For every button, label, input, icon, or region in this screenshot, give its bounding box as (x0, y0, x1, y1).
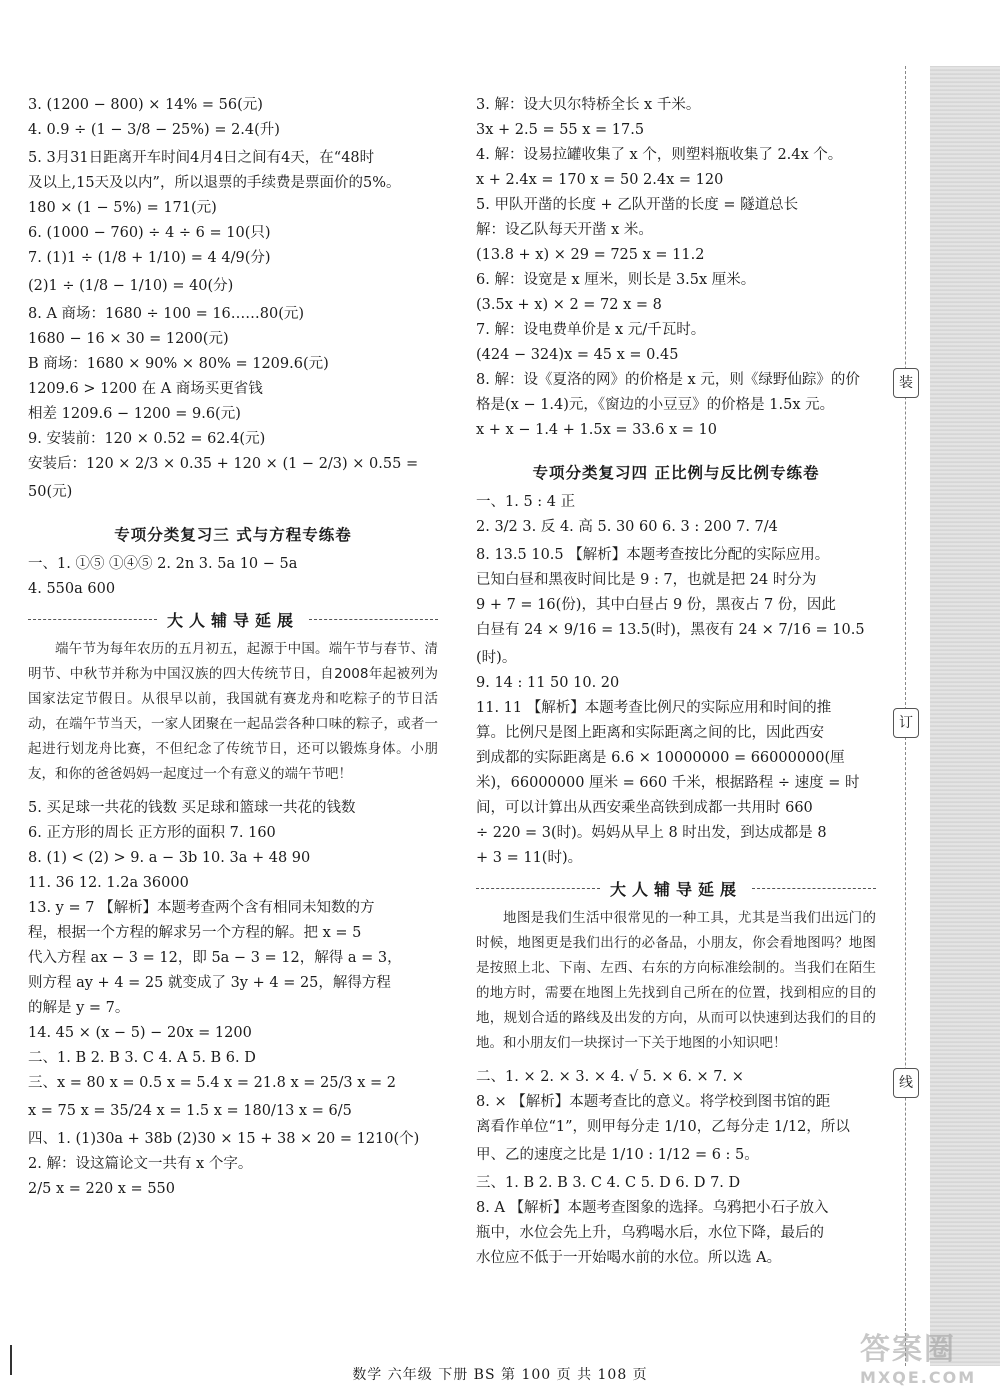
answer-line: 11. 36 12. 1.2a 36000 (28, 875, 189, 891)
answer-line: 5. 买足球一共花的钱数 买足球和篮球一共花的钱数 (28, 800, 356, 816)
binding-seal-zhuang: 装 (893, 368, 919, 398)
answer-line: 二、1. × 2. × 3. × 4. √ 5. × 6. × 7. × (476, 1069, 744, 1085)
answer-line: 二、1. B 2. B 3. C 4. A 5. B 6. D (28, 1050, 256, 1066)
answer-line: + 3 = 11(时)。 (476, 850, 583, 866)
right-answers-top (476, 96, 876, 439)
dashed-rule (752, 888, 876, 889)
answer-line: 四、1. (1)30a + 38b (2)30 × 15 + 38 × 20 = 1210(个) (28, 1131, 420, 1147)
answer-line: 5. 甲队开凿的长度 + 乙队开凿的长度 = 隧道总长 (476, 197, 799, 213)
answer-line: 2/5 x = 220 x = 550 (28, 1181, 175, 1197)
answer-line: 三、1. B 2. B 3. C 4. C 5. D 6. D 7. D (476, 1175, 741, 1191)
answer-line: 米)，66000000 厘米 = 660 千米，根据路程 ÷ 速度 = 时 (476, 775, 860, 791)
parent-tutoring-title (28, 608, 438, 631)
answer-line: 一、1. ①⑤ ①④⑤ 2. 2n 3. 5a 10 − 5a (28, 556, 298, 572)
binding-seal-ding: 订 (893, 708, 919, 738)
answer-line: 6. (1000 − 760) ÷ 4 ÷ 6 = 10(只) (28, 225, 271, 241)
answer-line: (13.8 + x) × 29 = 725 x = 11.2 (476, 247, 705, 263)
answer-line: 白昼有 24 × 9/16 = 13.5(时)，黑夜有 24 × 7/16 = 10.5 (476, 622, 865, 638)
answer-line: 安装后：120 × 2/3 × 0.35 + 120 × (1 − 2/3) × 0.55 = (28, 456, 419, 472)
left-answers-top (28, 96, 438, 501)
answer-line: ÷ 220 = 3(时)。妈妈从早上 8 时出发，到达成都是 8 (476, 825, 827, 841)
answer-line: x = 75 x = 35/24 x = 1.5 x = 180/13 x = 6/5 (28, 1103, 352, 1119)
answer-line: 11. 11 【解析】本题考查比例尺的实际应用和时间的推 (476, 700, 832, 716)
answer-line: (时)。 (476, 650, 517, 666)
parent-tutoring-heading: 大人辅导延展 (610, 880, 743, 899)
answer-line: 8. (1) < (2) > 9. a − 3b 10. 3a + 48 90 (28, 850, 311, 866)
answer-line: 9 + 7 = 16(份)，其中白昼占 9 份，黑夜占 7 份，因此 (476, 597, 836, 613)
answer-line: 50(元) (28, 484, 73, 500)
answer-line: 解：设乙队每天开凿 x 米。 (476, 222, 653, 238)
answer-line: 及以上,15天及以内”，所以退票的手续费是票面价的5%。 (28, 175, 401, 191)
answer-line: 3. (1200 − 800) × 14% = 56(元) (28, 97, 263, 113)
answer-line: 甲、乙的速度之比是 1/10 : 1/12 = 6 : 5。 (476, 1147, 759, 1163)
answer-line: 1680 − 16 × 30 = 1200(元) (28, 331, 229, 347)
answer-line: 6. 正方形的周长 正方形的面积 7. 160 (28, 825, 276, 841)
answer-line: 9. 14 : 11 50 10. 20 (476, 675, 620, 691)
binding-margin (930, 66, 1000, 1366)
answer-line: 8. × 【解析】本题考查比的意义。将学校到图书馆的距 (476, 1094, 831, 1110)
right-column (476, 96, 876, 1274)
answer-line: (3.5x + x) × 2 = 72 x = 8 (476, 297, 662, 313)
section-title: 专项分类复习三 式与方程专练卷 (114, 526, 352, 544)
section-title: 专项分类复习四 正比例与反比例专练卷 (532, 464, 820, 482)
answer-line: 14. 45 × (x − 5) − 20x = 1200 (28, 1025, 252, 1041)
answer-line: x + 2.4x = 170 x = 50 2.4x = 120 (476, 172, 724, 188)
answer-line: 一、1. 5 : 4 正 (476, 494, 576, 510)
answer-line: 程，根据一个方程的解求另一个方程的解。把 x = 5 (28, 925, 362, 941)
answer-line: x + x − 1.4 + 1.5x = 33.6 x = 10 (476, 422, 718, 438)
answer-line: 4. 解：设易拉罐收集了 x 个，则塑料瓶收集了 2.4x 个。 (476, 147, 843, 163)
answer-line: 到成都的实际距离是 6.6 × 10000000 = 66000000(厘 (476, 750, 845, 766)
answer-line: 离看作单位“1”，则甲每分走 1/10，乙每分走 1/12，所以 (476, 1119, 850, 1135)
parent-tutoring-box (28, 608, 438, 787)
left-column (28, 96, 438, 1208)
answer-line: 3. 解：设大贝尔特桥全长 x 千米。 (476, 97, 701, 113)
answer-line: 7. 解：设电费单价是 x 元/千瓦时。 (476, 322, 706, 338)
parent-tutoring-text: 端午节为每年农历的五月初五，起源于中国。端午节与春节、清明节、中秋节并称为中国汉族的四大传统节日，自2008年起被列为国家法定节假日。从很早以前，我国就有赛龙舟和吃粽子的节日活动，在端午节当天，一家人团聚在一起品尝各种口味的粽子，或者一起进行划龙舟比赛，不但纪念了传统节日，还可以锻炼身体。小朋友，和你的爸爸妈妈一起度过一个有意义的端午节吧！ (28, 641, 438, 782)
answer-line: 180 × (1 − 5%) = 171(元) (28, 200, 217, 216)
answer-line: 4. 0.9 ÷ (1 − 3/8 − 25%) = 2.4(升) (28, 122, 280, 138)
answer-line: 代入方程 ax − 3 = 12，即 5a − 3 = 12，解得 a = 3， (28, 950, 402, 966)
watermark-text: 答案圈 (860, 1332, 956, 1367)
answer-line: 4. 550a 600 (28, 581, 116, 597)
answer-line: 6. 解：设宽是 x 厘米，则长是 3.5x 厘米。 (476, 272, 756, 288)
page-footer: 数学 六年级 下册 BS 第 100 页 共 108 页 (352, 1367, 648, 1383)
answer-line: 3x + 2.5 = 55 x = 17.5 (476, 122, 645, 138)
answer-line: 7. (1)1 ÷ (1/8 + 1/10) = 4 4/9(分) (28, 250, 271, 266)
answer-line: 水位应不低于一开始喝水前的水位。所以选 A。 (476, 1250, 782, 1266)
right-answers-bottom (476, 1068, 876, 1267)
dashed-rule (309, 619, 438, 620)
parent-tutoring-box (476, 877, 876, 1056)
parent-tutoring-heading: 大人辅导延展 (167, 611, 300, 630)
answer-line: 已知白昼和黑夜时间比是 9 : 7，也就是把 24 时分为 (476, 572, 817, 588)
answer-line: 格是(x − 1.4)元，《窗边的小豆豆》的价格是 1.5x 元。 (476, 397, 835, 413)
answer-line: B 商场：1680 × 90% × 80% = 1209.6(元) (28, 356, 329, 372)
answer-line: 8. 13.5 10.5 【解析】本题考查按比分配的实际应用。 (476, 547, 830, 563)
answer-line: 13. y = 7 【解析】本题考查两个含有相同未知数的方 (28, 900, 375, 916)
watermark-logo (860, 1324, 1000, 1394)
answer-line: 间，可以计算出从西安乘坐高铁到成都一共用时 660 (476, 800, 813, 816)
binding-seal-xian: 线 (893, 1068, 919, 1098)
parent-tutoring-title (476, 877, 876, 900)
dashed-rule (476, 888, 600, 889)
answer-line: 算。比例尺是图上距离和实际距离之间的比，因此西安 (476, 725, 824, 741)
answer-line: 2. 3/2 3. 反 4. 高 5. 30 60 6. 3 : 200 7. 7/4 (476, 519, 778, 535)
left-answers-bottom (28, 799, 438, 1198)
answer-line: 8. 解：设《夏洛的网》的价格是 x 元，则《绿野仙踪》的价 (476, 372, 860, 388)
watermark-url: MXQE.COM (860, 1368, 977, 1387)
right-answers-middle (476, 493, 876, 867)
answer-line: 5. 3月31日距离开车时间4月4日之间有4天，在“48时 (28, 150, 375, 166)
answer-line: 1209.6 > 1200 在 A 商场买更省钱 (28, 381, 263, 397)
answer-line: 8. A 商场：1680 ÷ 100 = 16……80(元) (28, 306, 305, 322)
answer-line: 9. 安装前：120 × 0.52 = 62.4(元) (28, 431, 266, 447)
answer-line: 瓶中，水位会先上升，乌鸦喝水后，水位下降，最后的 (476, 1225, 824, 1241)
answer-line: 2. 解：设这篇论文一共有 x 个字。 (28, 1156, 253, 1172)
answer-line: 三、x = 80 x = 0.5 x = 5.4 x = 21.8 x = 25/3 x = 2 (28, 1075, 396, 1091)
answer-line: (424 − 324)x = 45 x = 0.45 (476, 347, 679, 363)
parent-tutoring-text: 地图是我们生活中很常见的一种工具，尤其是当我们出远门的时候，地图更是我们出行的必备品，小朋友，你会看地图吗？地图是按照上北、下南、左西、右东的方向标准绘制的。当我们在陌生的地方时，需要在地图上先找到自己所在的位置，找到相应的目的地，规划合适的路线及出发的方向，从而可以快速到达我们的目的地。和小朋友们一块探讨一下关于地图的小知识吧！ (476, 910, 876, 1051)
answer-line: 8. A 【解析】本题考查图象的选择。乌鸦把小石子放入 (476, 1200, 829, 1216)
answer-line: (2)1 ÷ (1/8 − 1/10) = 40(分) (28, 278, 234, 294)
answer-line: 相差 1209.6 − 1200 = 9.6(元) (28, 406, 241, 422)
answer-line: 的解是 y = 7。 (28, 1000, 130, 1016)
dashed-rule (28, 619, 157, 620)
answer-line: 则方程 ay + 4 = 25 就变成了 3y + 4 = 25，解得方程 (28, 975, 391, 991)
